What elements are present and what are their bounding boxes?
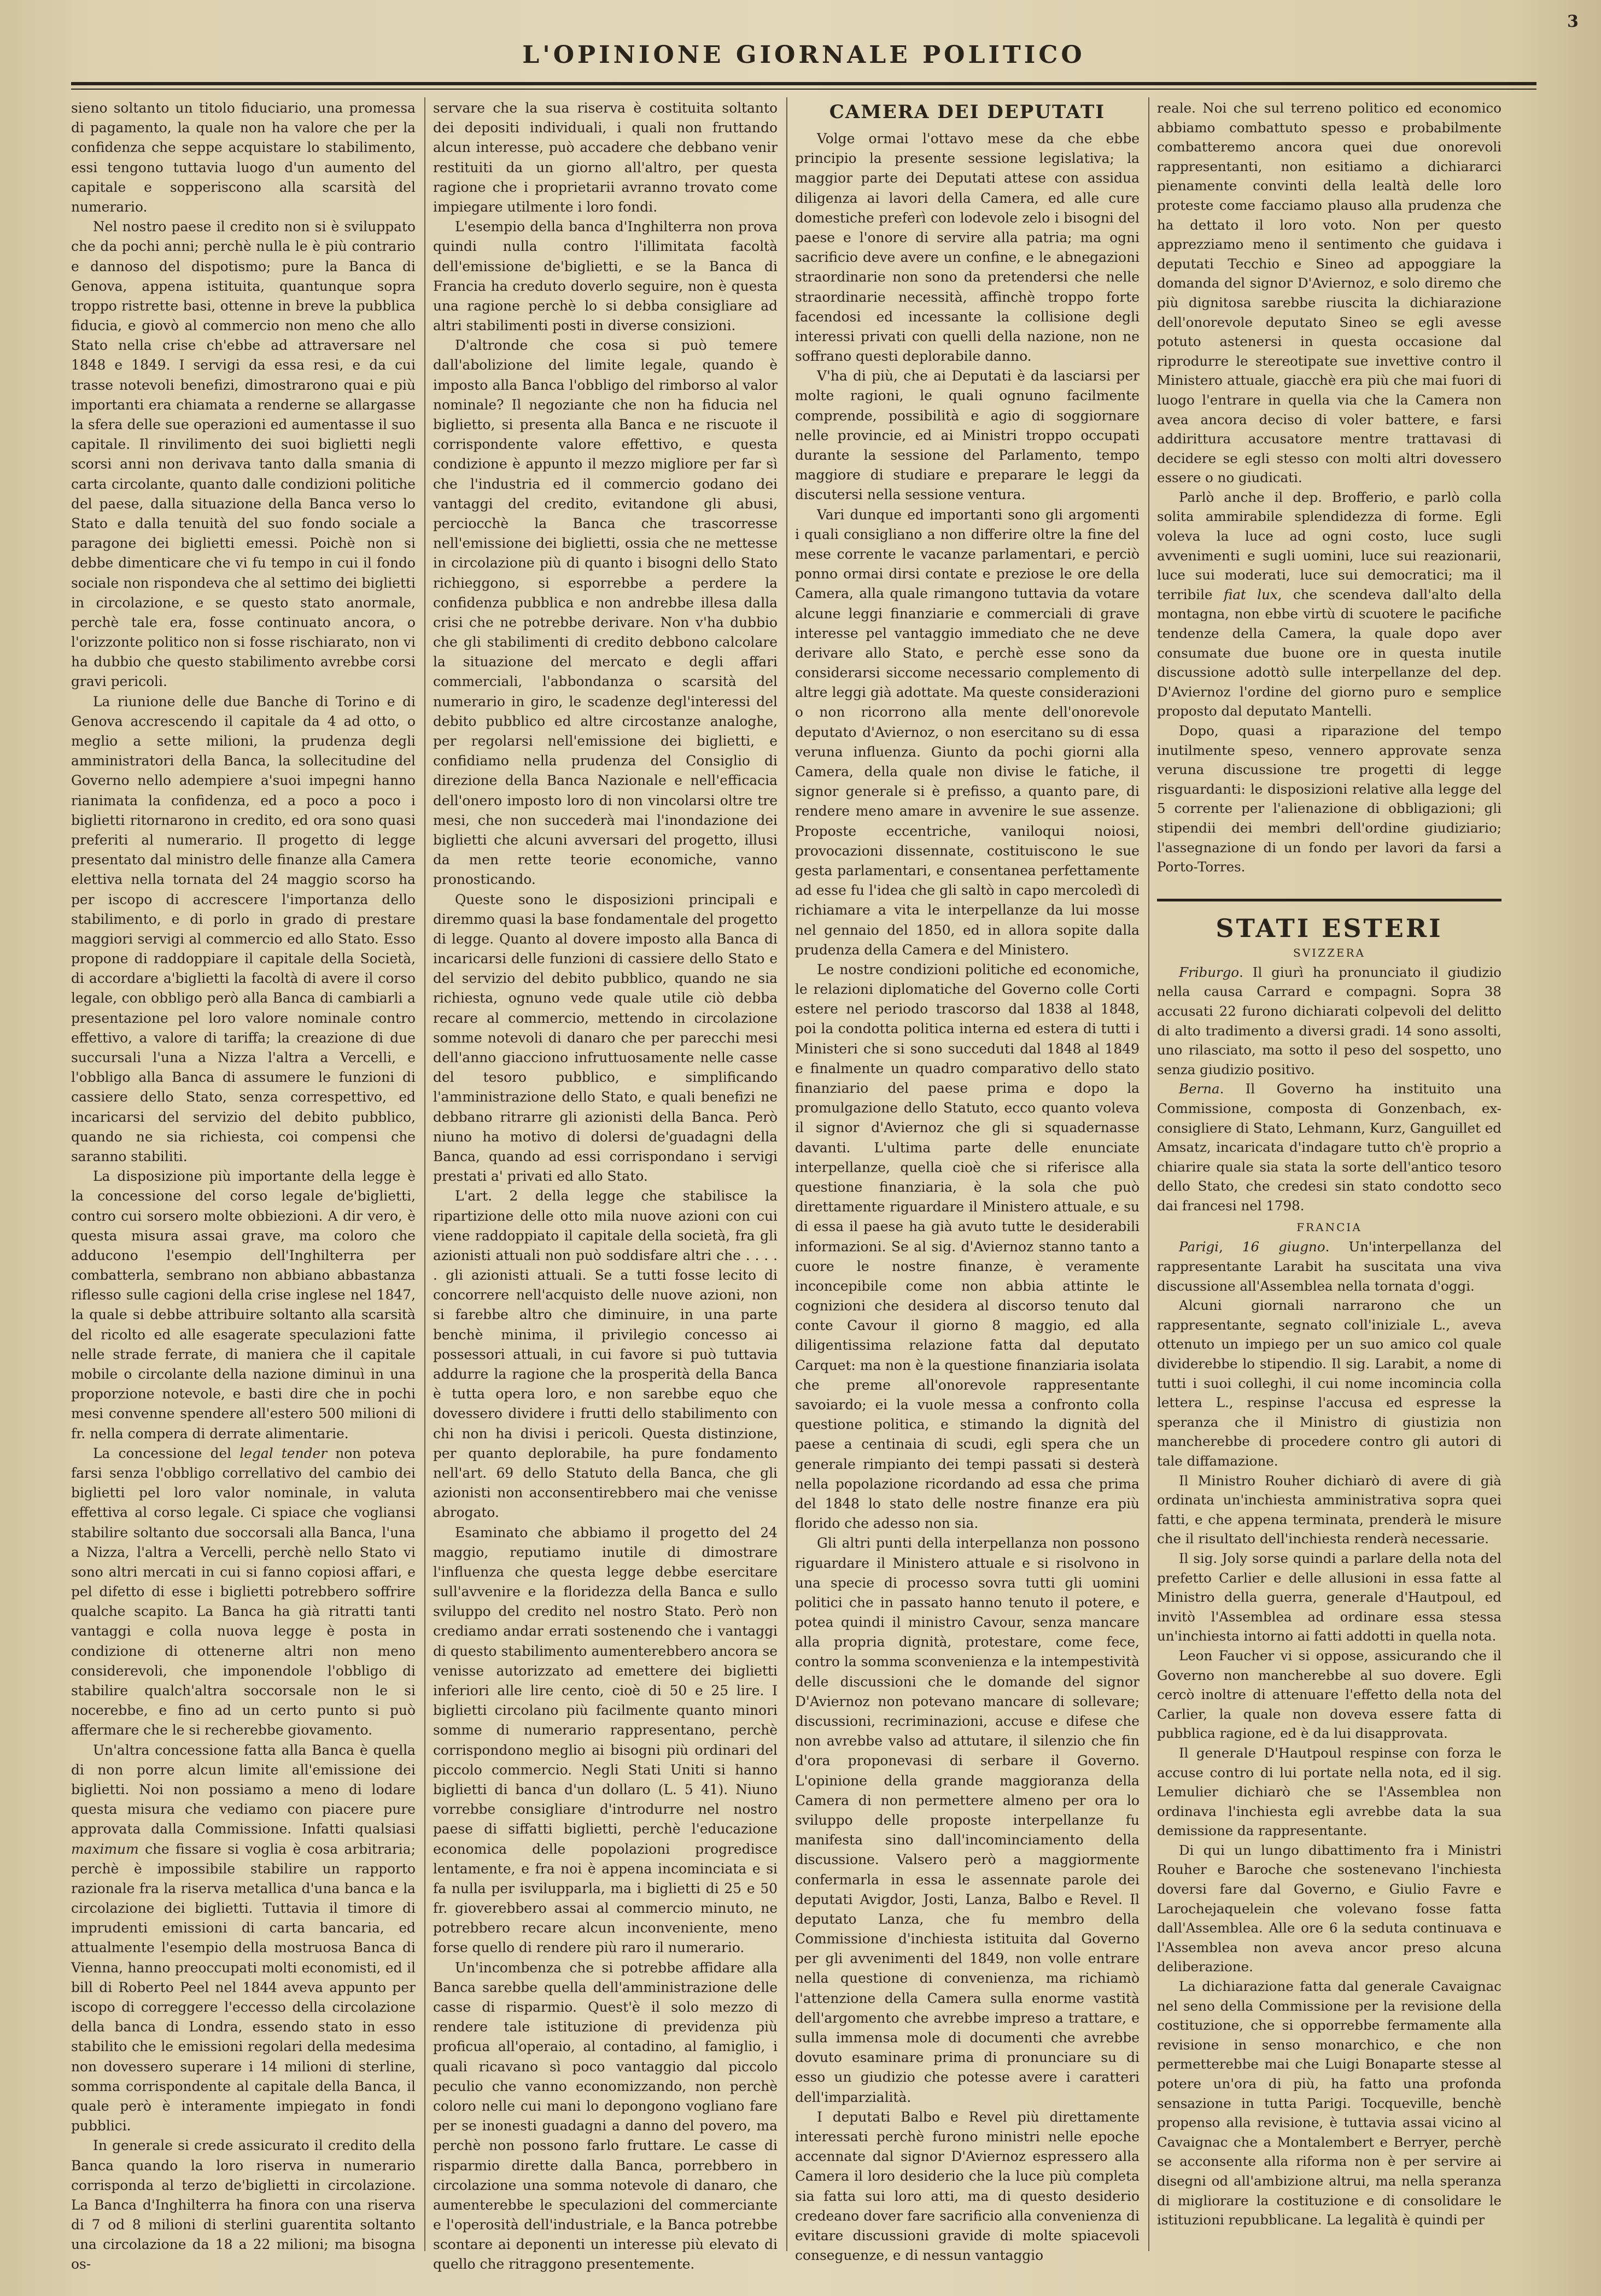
column-3 xyxy=(795,98,1140,2265)
page-number: 3 xyxy=(1567,12,1579,31)
col4-paragraph xyxy=(1157,1079,1501,1215)
col2-paragraph: L'art. 2 della legge che stabilisce la ripartizione delle otto mila nuove azioni con cui viene raddoppiato il capitale della società, fra gli azionisti attuali non può soddisfare altri che . . . . . gli azionisti attuali. Se a tutti fosse lecito di concorrere nell'acquisto delle nuove azioni, non si farebbe altro che diminuire, in una parte benchè minima, il privilegio concesso ai possessori attuali, in cui favore si può tuttavia addurre la ragione che la prosperità della Banca è tutta opera loro, e non sarebbe equo che dovessero dividere i frutti dello stabilimento con chi non ha divisi i pericoli. Questa distinzione, per quanto deplorabile, ha pure fondamento nell'art. 69 dello Statuto della Banca, che gli azionisti non acconsentirebbero mai che venisse abrogato. xyxy=(433,1188,778,1521)
text-run: che fissare si voglia è cosa arbitraria; perchè è impossibile stabilire un rapporto razionale fra la riserva metallica d'una banca e la circolazione dei biglietti. Tuttavia il timore di imprudenti emissioni di carta bancaria, ed attualmente l'esempio della mostruosa Banca di Vienna, hanno preoccupati molti economisti, ed il bill di Roberto Peel nel 1844 aveva appunto per iscopo di correggere l'eccesso della circolazione della banca di Londra, essendo stato in esso stabilito che le emissioni regolari della medesima non dovessero superare i 14 milioni di sterline, somma corrispondente al capitale della Banca, il quale però è interamente impiegato in fondi pubblici. xyxy=(71,1841,416,2134)
text-run: . Il giurì ha pronunciato il giudizio nella causa Carrard e compagni. Sopra 38 accusati 22 furono dichiarati colpevoli del delitto di alto tradimento a diversi gradi. 14 sono assolti, uno rilasciato, ma sotto il peso del sospetto, uno senza giudizio positivo. xyxy=(1157,964,1501,1077)
italic-term: maximum xyxy=(71,1841,139,1857)
col4-paragraph: Alcuni giornali narrarono che un rappresentante, segnato coll'iniziale L., aveva ottenuto un impiego per un suo amico col quale dividerebbe lo stipendio. Il sig. Larabit, a nome di tutti i suoi colleghi, il cui nome incomincia colla lettera L., respinse l'accusa ed espresse la speranza che il Ministro di giustizia non mancherebbe di procedere contro gli autori di tale diffamazione. xyxy=(1157,1297,1501,1469)
italic-term: legal tender xyxy=(239,1445,328,1461)
col3-paragraph: Volge ormai l'ottavo mese da che ebbe principio la presente sessione legislativa; la maggior parte dei Deputati attese con assidua diligenza ai lavori della Camera, ed alle cure domestiche preferì con lodevole zelo i bisogni del paese e l'onore di servire alla patria; ma ogni sacrificio deve avere un confine, e le abnegazioni straordinarie non sono da pretendersi che nelle straordinarie necessità, affinchè troppo forte facendosi ed incessante la collisione degli interessi privati con quelli della nazione, non ne soffrano questi deplorabile danno. xyxy=(795,131,1140,365)
col4-paragraph: Leon Faucher vi si oppose, assicurando che il Governo non mancherebbe al suo dovere. Egli cercò inoltre di attenuare l'effetto della nota del Carlier, la quale non doveva essere fatta di pubblica ragione, ed è da lui disapprovata. xyxy=(1157,1647,1501,1742)
dateline-date: 16 giugno xyxy=(1242,1239,1325,1255)
italic-term: fiat lux xyxy=(1223,586,1278,602)
column-rule xyxy=(424,97,425,2251)
text-run: non poteva farsi senza l'obbligo correllativo del cambio dei biglietti pel loro valor nominale, in valuta effettiva al corso legale. Ci spiace che vogliansi stabilire soltanto due soccorsali alla Banca, l'una a Nizza, l'altra a Vercelli, perchè nello Stato vi sono altri mercati in cui si fanno copiosi affari, e pel difetto di esse i biglietti potrebbero soffrire qualche scapito. La Banca ha già ritratti tanti vantaggi e colla nuova legge è posta in condizione di ottenerne altri non meno considerevoli, che imponendole l'obbligo di stabilire qualch'altra soccorsale non le si nocerebbe, e fino ad un certo punto si può affermare che le si recherebbe giovamento. xyxy=(71,1445,416,1738)
subheading-svizzera: SVIZZERA xyxy=(1293,946,1365,959)
text-run: Parlò anche il dep. Brofferio, e parlò colla solita ammirabile splendidezza di forme. Egli voleva la luce ad ogni costo, luce sugli avvenimenti e sugli uomini, luce sui reazionarii, luce sui moderati, luce sui democratici; ma il terribile xyxy=(1157,489,1501,602)
masthead-title: L'OPINIONE GIORNALE POLITICO xyxy=(522,41,1085,69)
col3-paragraph: Le nostre condizioni politiche ed economiche, le relazioni diplomatiche del Governo colle Corti estere nel periodo trascorso dal 1838 al 1848, poi la condotta politica interna ed estera di tutti i Ministeri che si sono succeduti dal 1848 al 1849 e finalmente un quadro comparativo dello stato finanziario del paese prima e dopo la promulgazione dello Statuto, ecco quanto voleva il signor d'Aviernoz che gli si squadernasse davanti. L'ultima parte delle enunciate interpellanze, quella cioè che si riferisce alla questione finanziaria, è la sola che può direttamente riguardare il Ministero attuale, e su di essa il paese ha già avuto tutte le desiderabili informazioni. Se al sig. d'Aviernoz stanno tanto a cuore le nostre finanze, è veramente inconcepibile come non abbia attinte le cognizioni che desidera al discorso tenuto dal conte Cavour il giorno 8 maggio, ed alla diligentissima relazione fatta dal deputato Carquet: ma non è la questione finanziaria isolata che preme all'onorevole rappresentante savoiardo; ei la vuole messa a confronto colla questione politica, e stimando la dignità del paese a centinaia di scudi, egli spera che un generale rimpianto dei tempi passati si desterà nella popolazione ricordando ad essa che prima del 1848 lo stato delle nostre finanze era più florido che adesso non sia. xyxy=(795,961,1140,1532)
dateline-place: Friburgo xyxy=(1179,964,1240,980)
column-rule xyxy=(1148,97,1149,2251)
col2-paragraph: Esaminato che abbiamo il progetto del 24 maggio, reputiamo inutile di dimostrare l'influenza che questa legge debbe esercitare sull'avvenire e la floridezza della Banca e sullo sviluppo del credito nel nostro Stato. Però non crediamo andar errati sostenendo che i vantaggi di questo stabilimento aumenterebbero ancora se venisse autorizzato ad emettere dei biglietti inferiori alle lire cento, cioè di 50 e 25 lire. I biglietti circolano più facilmente quanto minori somme di numerario rappresentano, perchè corrispondono meglio ai bisogni più ordinari del piccolo commercio. Negli Stati Uniti si hanno biglietti di banca d'un dollaro (L. 5 41). Niuno vorrebbe consigliare d'introdurre nel nostro paese di siffatti biglietti, perchè l'educazione economica delle popolazioni progredisce lentamente, e fra noi è appena incominciata e si fa nulla per isvilupparla, ma i biglietti di 25 e 50 fr. gioverebbero assai al commercio minuto, ne potrebbero recare alcun inconveniente, meno forse quello di rendere più raro il numerario. xyxy=(433,1524,778,1956)
column-2 xyxy=(433,98,778,2275)
col4-paragraph xyxy=(1157,1237,1501,1296)
col4-paragraph: Il sig. Joly sorse quindi a parlare della nota del prefetto Carlier e delle allusioni in essa fatte al Ministro della guerra, generale d'Hautpoul, ed invitò l'Assemblea ad ordinare essa stessa un'inchiesta intorno ai fatti addotti in quella nota. xyxy=(1157,1550,1501,1644)
col3-paragraph: I deputati Balbo e Revel più direttamente interessati perchè furono ministri nelle epoche accennate dal signor D'Aviernoz espressero alla Camera il loro desiderio che la luce più completa sia fatta sui loro atti, ma di questo desiderio credeano dover fare sacrificio alla convenienza di evitare discussioni gravide di molte spiacevoli conseguenze, e di nessun vantaggio xyxy=(795,2108,1140,2264)
col2-paragraph: Un'incombenza che si potrebbe affidare alla Banca sarebbe quella dell'amministrazione delle casse di risparmio. Quest'è il solo mezzo di rendere tale istituzione di previdenza più proficua all'operaio, al contadino, al famiglio, i quali ricavano sì poco vantaggio dal piccolo peculio che vanno economizzando, non perchè coloro nelle cui mani lo depongono vogliano fare per se inonesti guadagni a danno del povero, ma perchè non possono farlo fruttare. Le casse di risparmio dirette dalla Banca, porrebbero in circolazione una somma notevole di danaro, che aumenterebbe le speculazioni del commerciante e l'operosità dell'industriale, e la Banca potrebbe scontare ai deponenti un interesse più elevato di quello che ritraggono presentemente. xyxy=(433,1959,778,2272)
text-run: La concessione del xyxy=(93,1445,240,1461)
col1-paragraph: Nel nostro paese il credito non si è sviluppato che da pochi anni; perchè nulla le è più contrario e dannoso del dispotismo; pure la Banca di Genova, appena istituita, quantunque sopra troppo ristrette basi, ottenne in breve la pubblica fiducia, e giovò al commercio non meno che allo Stato nella crise ch'ebbe ad attraversare nel 1848 e 1849. I servigi da essa resi, e da cui trasse notevoli benefizi, dimostrarono quai e più importanti era chiamata a renderne se allargasse la sfera delle sue operazioni ed aumentasse il suo capitale. Il rinvilimento dei suoi biglietti negli scorsi anni non derivava tanto dalla smania di carta circolante, quanto dalle condizioni politiche del paese, dalla situazione della Banca verso lo Stato e dalla tenuità del suo fondo sociale a paragone dei biglietti emessi. Poichè non si debbe dimenticare che vi fu tempo in cui il fondo sociale non rispondeva che al settimo dei biglietti in circolazione, e se questo stato anormale, perchè tale era, fosse continuato ancora, o l'orizzonte politico non si fosse rischiarato, non vi ha dubbio che questo stabilimento avrebbe corsi gravi pericoli. xyxy=(71,219,416,690)
col1-paragraph xyxy=(71,1741,416,2136)
col2-paragraph: servare che la sua riserva è costituita soltanto dei depositi individuali, i quali non fruttando alcun interesse, può accadere che debbano venir restituiti da un giorno all'altro, per questa ragione che i proprietarii avranno trovato come impiegare utilmente i loro fondi. xyxy=(433,100,778,215)
column-1 xyxy=(71,98,416,2275)
col3-paragraph: Gli altri punti della interpellanza non possono riguardare il Ministero attuale e si risolvono in una specie di processo sovra tutti gli uomini politici che in passato hanno tenuto il potere, e potea quindi il ministro Cavour, senza mancare alla propria dignità, protestare, come fece, contro la somma sconvenienza e la intempestività delle discussioni che le domande del signor D'Aviernoz non potevano mancare di sollevare; discussioni, recriminazioni, accuse e difese che non avrebbe valso ad attutare, il silenzio che fin d'ora proponevasi di serbare il Governo. L'opinione della grande maggioranza della Camera di non permettere almeno per ora lo sviluppo delle proposte interpellanze fu manifesta sino dall'incominciamento della discussione. Valsero però a maggiormente confermarla in essa le assennate parole dei deputati Avigdor, Josti, Lanza, Balbo e Revel. Il deputato Lanza, che fu membro della Commissione d'inchiesta istituita dal Governo per gli avvenimenti del 1849, non volle entrare nella questione di convenienza, ma richiamò l'attenzione della Camera sulla enorme vastità dell'argomento che avrebbe impreso a trattare, e sulla immensa mole di documenti che avrebbe dovuto esaminare prima di pronunciare su di esso un giudizio che potesse avere i caratteri dell'imparzialità. xyxy=(795,1535,1140,2105)
col2-paragraph: L'esempio della banca d'Inghilterra non prova quindi nulla contro l'illimitata facoltà dell'emissione de'biglietti, e se la Banca di Francia ha creduto doverlo seguire, non è questa una ragione perchè lo si debba consigliare ad altri stabilimenti posti in diverse consizioni. xyxy=(433,219,778,334)
column-rule xyxy=(786,97,787,2251)
section-heading-stati-esteri: STATI ESTERI xyxy=(1157,899,1501,940)
col1-paragraph: La disposizione più importante della legge è la concessione del corso legale de'biglietti, contro cui sorsero molte obbiezioni. A dir vero, è questa misura assai grave, ma coloro che adducono l'esempio dell'Inghilterra per combatterla, sembrano non abbiano abbastanza riflesso sulle cagioni della crise inglese nel 1847, la quale si debbe attribuire soltanto alla scarsità del ricolto ed alle esagerate speculazioni fatte nelle strade ferrate, di maniera che il capitale mobile o circolante della nazione diminuì in una proporzione notevole, e basti dire che in pochi mesi convenne spendere all'estero 500 milioni di fr. nella compera di derrate alimentarie. xyxy=(71,1168,416,1442)
col4-paragraph: Il Ministro Rouher dichiarò di avere di già ordinata un'inchiesta amministrativa sopra quei fatti, e che appena terminata, prenderà le misure che il risultato dell'inchiesta renderà necessarie. xyxy=(1157,1472,1501,1547)
col1-paragraph: La riunione delle due Banche di Torino e di Genova accrescendo il capitale da 4 ad otto, o meglio a sette milioni, la prudenza degli amministratori della Banca, la sollecitudine del Governo nello adempiere a'suoi impegni hanno rianimata la confidenza, ed a poco a poco i biglietti ritornarono in credito, ed ora sono quasi preferiti al numerario. Il progetto di legge presentato dal ministro delle finanze alla Camera elettiva nella tornata del 24 maggio scorso ha per iscopo di accrescere l'importanza dello stabilimento, e di porlo in grado di prestare maggiori servigi al commercio ed allo Stato. Esso propone di raddoppiare il capitale della Società, di accordare a'biglietti la facoltà di avere il corso legale, con obbligo però alla Banca di cambiarli a presentazione pel loro valore nominale contro effettivo, a valore di tariffa; la creazione di due succursali l'una a Nizza l'altra a Vercelli, e l'obbligo alla Banca di assumere le funzioni di cassiere dello Stato, senza correspettivo, ed incaricarsi del servizio del debito pubblico, quando ne sia richiesta, coi compensi che saranno stabiliti. xyxy=(71,693,416,1164)
col4-paragraph: Dopo, quasi a riparazione del tempo inutilmente speso, vennero approvate senza veruna discussione tre progetti di legge risguardanti: le disposizioni relative alla legge del 5 corrente per l'alienazione di obbligazioni; gli stipendii dei membri dell'ordine giudiziario; l'assegnazione di un fondo per lavori da farsi a Porto-Torres. xyxy=(1157,723,1501,875)
column-4 xyxy=(1157,98,1501,2230)
col3-paragraph: Vari dunque ed importanti sono gli argomenti i quali consigliano a non differire oltre la fine del mese corrente le vacanze parlamentari, e perciò ponno ormai dirsi contate e preziose le ore della Camera, alla quale rimangono tuttavia da votare alcune leggi finanziarie e commerciali di grave interesse pel vantaggio immediato che ne deve derivare allo Stato, e perchè esse sono da considerarsi siccome necessario complemento di altre leggi già adottate. Ma queste considerazioni o non ricorrono alla mente dell'onorevole deputato d'Aviernoz, o non esercitano su di essa veruna influenza. Giunto da pochi giorni alla Camera, della quale non divise le fatiche, il signor generale si è prefisso, a quanto pare, di rendere meno amare in avvenire le sue assenze. Proposte eccentriche, vaniloqui noiosi, provocazioni dissennate, costituiscono le sue gesta parlamentari, e consentanea perfettamente ad esse fu l'idea che gli saltò in capo mercoledì di richiamare a vita le interpellanze da lui mosse nel gennaio del 1850, ed in allora sopite dalla prudenza della Camera e del Ministero. xyxy=(795,506,1140,958)
col2-paragraph: D'altronde che cosa si può temere dall'abolizione del limite legale, quando è imposto alla Banca l'obbligo del rimborso al valor nominale? Il negoziante che non ha fiducia nel biglietto, si presenta alla Banca e ne riscuote il corrispondente valore effettivo, e questa condizione è appunto il mezzo migliore per far sì che l'industria ed il commercio godano dei vantaggi del credito, evitandone gli abusi, perciocchè la Banca che trascorresse nell'emissione dei biglietti, ossia che ne mettesse in circolazione più di quanto i bisogni dello Stato richieggono, si esporrebbe a perdere la confidenza pubblica e non andrebbe illesa dalla crisi che ne potrebbe derivare. Non v'ha dubbio che gli stabilimenti di credito debbono calcolare la situazione del mercato e degli affari commerciali, l'abbondanza o scarsità del numerario in giro, le scadenze degl'interessi del debito pubblico ed altre circostanze analoghe, per regolarsi nell'emissione dei biglietti, e confidiamo nella prudenza del Consiglio di direzione della Banca Nazionale e nell'efficacia dell'onero imposto loro di non vincolarsi oltre tre mesi, che non succederà mai l'inondazione dei biglietti che alcuni avversari del progetto, illusi da men rette teorie economiche, vanno pronosticando. xyxy=(433,337,778,888)
subheading-francia: FRANCIA xyxy=(1296,1221,1362,1234)
text-run: . Un'interpellanza del rappresentante Larabit ha suscitata una viva discussione all'Assemblea nella tornata d'oggi. xyxy=(1157,1239,1501,1294)
text-run: , xyxy=(1219,1239,1242,1255)
masthead-rule-thin xyxy=(71,89,1536,90)
col2-paragraph: Queste sono le disposizioni principali e diremmo quasi la base fondamentale del progetto di legge. Quanto al dovere imposto alla Banca di incaricarsi delle funzioni di cassiere dello Stato e del servizio del debito pubblico, quando ne sia richiesta, ognuno vede quale utile ciò debba recare al commercio, mettendo in circolazione somme notevoli di danaro che per parecchi mesi dell'anno giacciono infruttuosamente nelle casse del tesoro pubblico, e simplificando l'amministrazione dello Stato, e quali benefizi ne debbano ritrarre gli azionisti della Banca. Però niuno ha motivo di dolersi de'guadagni della Banca, quando ad essi corrispondano i servigi prestati a' privati ed allo Stato. xyxy=(433,891,778,1185)
col4-paragraph xyxy=(1157,963,1501,1080)
section-heading-camera: CAMERA DEI DEPUTATI xyxy=(829,101,1106,123)
col4-paragraph: Di qui un lungo dibattimento fra i Ministri Rouher e Baroche che sostenevano l'inchiesta doversi fare dal Governo, e Giulio Favre e Larochejaquelein che volevano fosse fatta dall'Assemblea. Alle ore 6 la seduta continuava e l'Assemblea non aveva ancor preso alcuna deliberazione. xyxy=(1157,1842,1501,1975)
masthead-rule xyxy=(71,82,1536,85)
col1-paragraph xyxy=(71,1444,416,1741)
col4-paragraph: reale. Noi che sul terreno politico ed economico abbiamo combattuto spesso e probabilmente combatteremo ancora quei due onorevoli rappresentanti, non esitiamo a dichiararci pienamente convinti della lealtà delle loro proteste come facciamo plauso alla prudenza che ha dettato il loro voto. Non per questo apprezziamo meno il sentimento che guidava i deputati Tecchio e Sineo ad appoggiare la domanda del signor D'Aviernoz, e solo diremo che più dignitosa sarebbe riuscita la dichiarazione dell'onorevole deputato Sineo se egli avesse potuto astenersi in questa occasione dal riprodurre le stereotipate sue invettive contro il Ministero attuale, giacchè era più che mai fuori di luogo l'entrare in quella via che la Camera non avea ancora deciso di voler battere, e farsi addirittura accusatore mentre trattavasi di decidere se egli stesso con molti altri dovessero essere o no giudicati. xyxy=(1157,100,1501,486)
col1-paragraph: In generale si crede assicurato il credito della Banca quando la loro riserva in numerario corrisponda al terzo de'biglietti in circolazione. La Banca d'Inghilterra ha finora con una riserva di 7 od 8 milioni di sterlini guarentita soltanto una circolazione da 18 a 22 milioni; ma bisogna os- xyxy=(71,2137,416,2272)
text-run: Un'altra concessione fatta alla Banca è quella di non porre alcun limite all'emissione dei biglietti. Noi non possiamo a meno di lodare questa misura che vediamo con piacere pure approvata dalla Commissione. Infatti qualsiasi xyxy=(71,1742,416,1837)
col1-paragraph: sieno soltanto un titolo fiduciario, una promessa di pagamento, la quale non ha valore che per la confidenza che seppe acquistare lo stabilimento, essi tengono tuttavia luogo d'un aumento del capitale e sopperiscono alla scarsità del numerario. xyxy=(71,100,416,215)
text-run: , che scendeva dall'alto della montagna, non ebbe virtù di scuotere le pacifiche tendenze della Camera, la quale dopo aver consumate due buone ore in questa inutile discussione adottò sulle interpellanze del dep. D'Aviernoz l'ordine del giorno puro e semplice proposto dal deputato Mantelli. xyxy=(1157,586,1501,719)
dateline-place: Parigi xyxy=(1179,1239,1219,1255)
col4-paragraph xyxy=(1157,488,1501,721)
text-run: . Il Governo ha instituito una Commissione, composta di Gonzenbach, ex-consigliere di Stato, Lehmann, Kurz, Ganguillet ed Amsatz, incaricata d'indagare tutto ch'è proprio a chiarire quale sia stata la sorte dell'antico tesoro dello Stato, che credesi sin stato condotto seco dai francesi nel 1798. xyxy=(1157,1081,1501,1214)
col3-paragraph: V'ha di più, che ai Deputati è da lasciarsi per molte ragioni, le quali ognuno facilmente comprende, possibilità e agio di soggiornare nelle provincie, ed ai Ministri troppo occupati durante la sessione del Parlamento, tempo maggiore di studiare e preparare le leggi da discutersi nella sessione ventura. xyxy=(795,368,1140,503)
col4-paragraph: Il generale D'Hautpoul respinse con forza le accuse contro di lui portate nella nota, ed il sig. Lemulier dichiarò che se l'Assemblea non ordinava l'inchiesta egli avrebbe data la sua demissione da rappresentante. xyxy=(1157,1744,1501,1839)
col4-paragraph: La dichiarazione fatta dal generale Cavaignac nel seno della Commissione per la revisione della costituzione, che si opporrebbe fermamente alla revisione in senso monarchico, e che non permetterebbe mai che Luigi Bonaparte stesse al potere un'ora di più, ha fatto una profonda sensazione in tutta Parigi. Tocqueville, benchè propenso alla revisione, è tuttavia assai vicino al Cavaignac che a Montalembert e Berryer, perchè se acconsente alla riforma non è per servire ai disegni od all'ambizione altrui, ma nella speranza di migliorare la costituzione e di consolidare le istituzioni repubblicane. La legalità è quindi per xyxy=(1157,1978,1501,2228)
dateline-place: Berna xyxy=(1179,1081,1220,1097)
